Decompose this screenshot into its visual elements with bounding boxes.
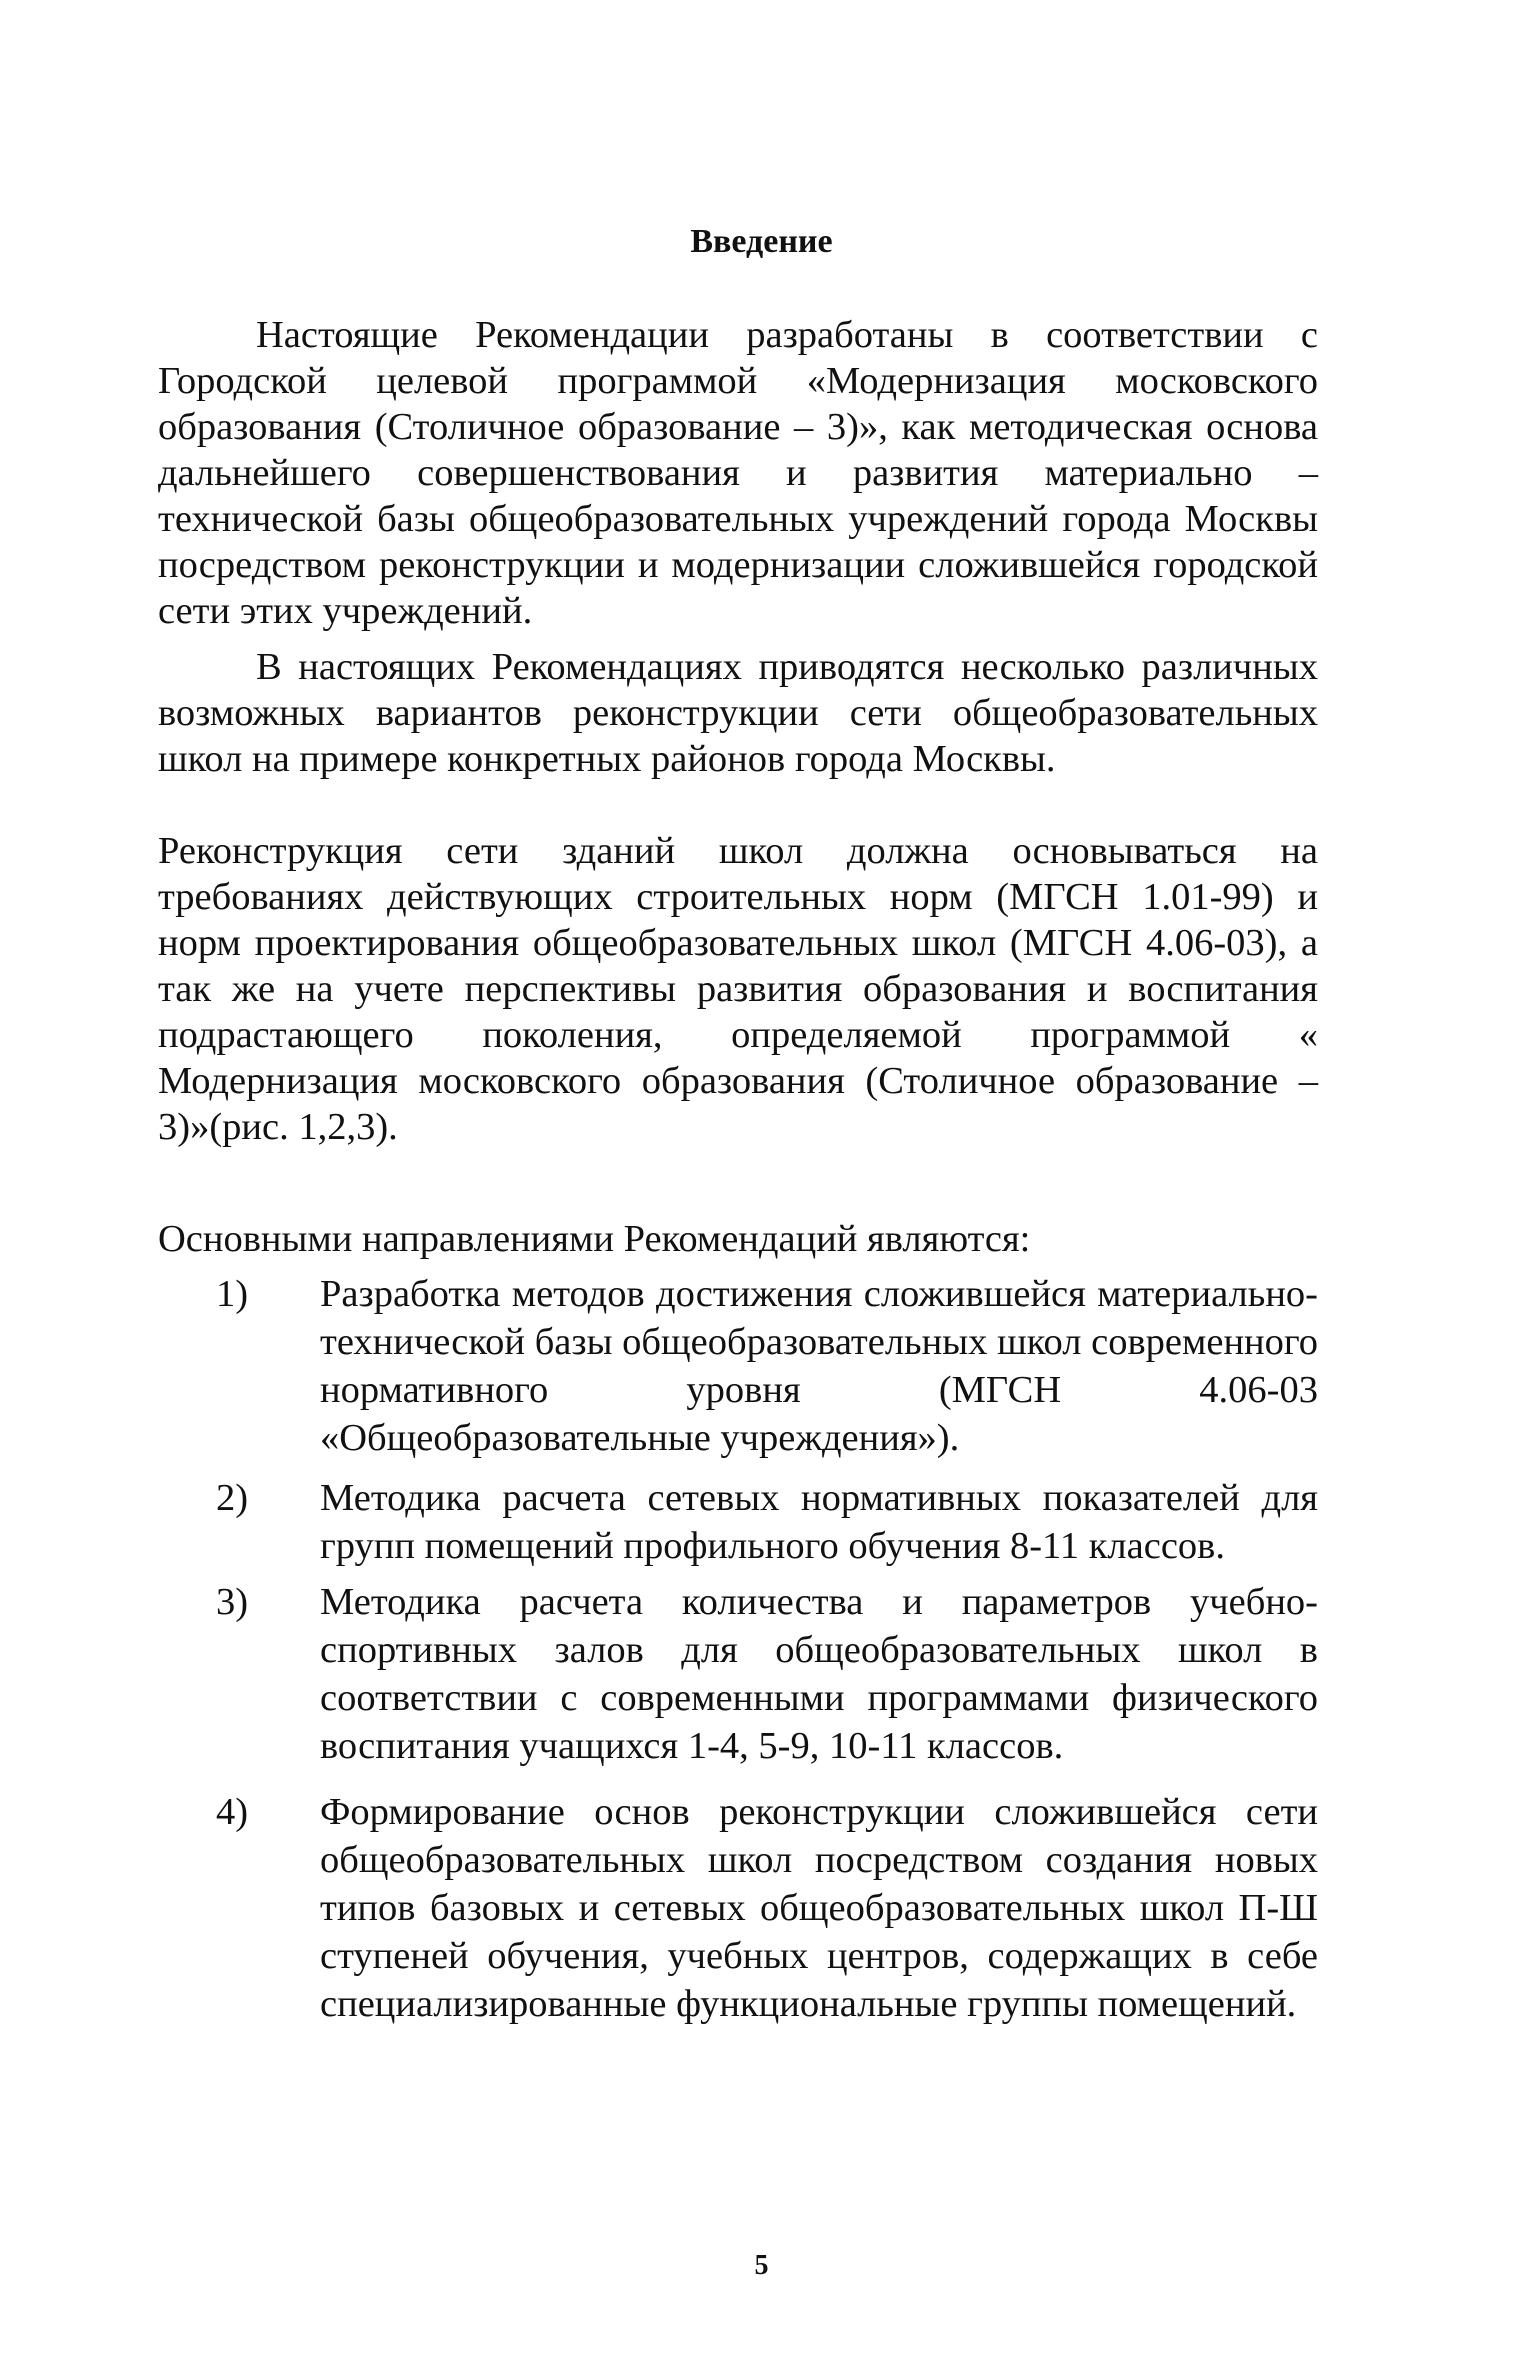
list-item [158, 1788, 1318, 2028]
list-item [158, 1474, 1318, 1570]
list-item-number: 2) [216, 1477, 249, 1519]
list-item-number: 4) [216, 1791, 249, 1833]
list-item-number: 3) [216, 1581, 249, 1623]
list-item [158, 1578, 1318, 1770]
list-item-text: Формирование основ реконструкции сложившейся сети общеобразовательных школ посредством создания новых типов базовых и сетевых общеобразовательных школ П-Ш ступеней обучения, учебных центров, содержащих в себе специализированные функциональные группы помещений. [320, 1791, 1318, 2025]
paragraph-intro-2: В настоящих Рекомендациях приводятся несколько различных возможных вариантов реконструкции сети общеобразовательных школ на примере конкретных районов города Москвы. [158, 646, 1318, 780]
page-number: 5 [754, 2250, 769, 2281]
page-title: Введение [690, 223, 833, 260]
list-item-text: Разработка методов достижения сложившейся материально- технической базы общеобразовательных школ современного нормативного уровня (МГСН 4.06-03 «Общеобразовательные учреждения»). [320, 1273, 1318, 1459]
paragraph-reconstruction: Реконструкция сети зданий школ должна основываться на требованиях действующих строительных норм (МГСН 1.01-99) и норм проектирования общеобразовательных школ (МГСН 4.06-03), а так же на учете перспективы развития образования и воспитания подрастающего поколения, определяемой программой « Модернизация московского образования (Столичное образование – 3)»(рис. 1,2,3). [158, 830, 1318, 1148]
paragraph-main-directions-heading: Основными направлениями Рекомендаций являются: [158, 1218, 1031, 1260]
list-item-text: Методика расчета сетевых нормативных показателей для групп помещений профильного обучения 8-11 классов. [320, 1477, 1318, 1567]
paragraph-intro-1: Настоящие Рекомендации разработаны в соответствии с Городской целевой программой «Модернизация московского образования (Столичное образование – 3)», как методическая основа дальнейшего совершенствования и развития материально – технической базы общеобразовательных учреждений города Москвы посредством реконструкции и модернизации сложившейся городской сети этих учреждений. [158, 314, 1318, 632]
list-item [158, 1270, 1318, 1462]
list-item-number: 1) [216, 1273, 249, 1315]
list-item-text: Методика расчета количества и параметров учебно-спортивных залов для общеобразовательных школ в соответствии с современными программами физического воспитания учащихся 1-4, 5-9, 10-11 классов. [320, 1581, 1318, 1767]
